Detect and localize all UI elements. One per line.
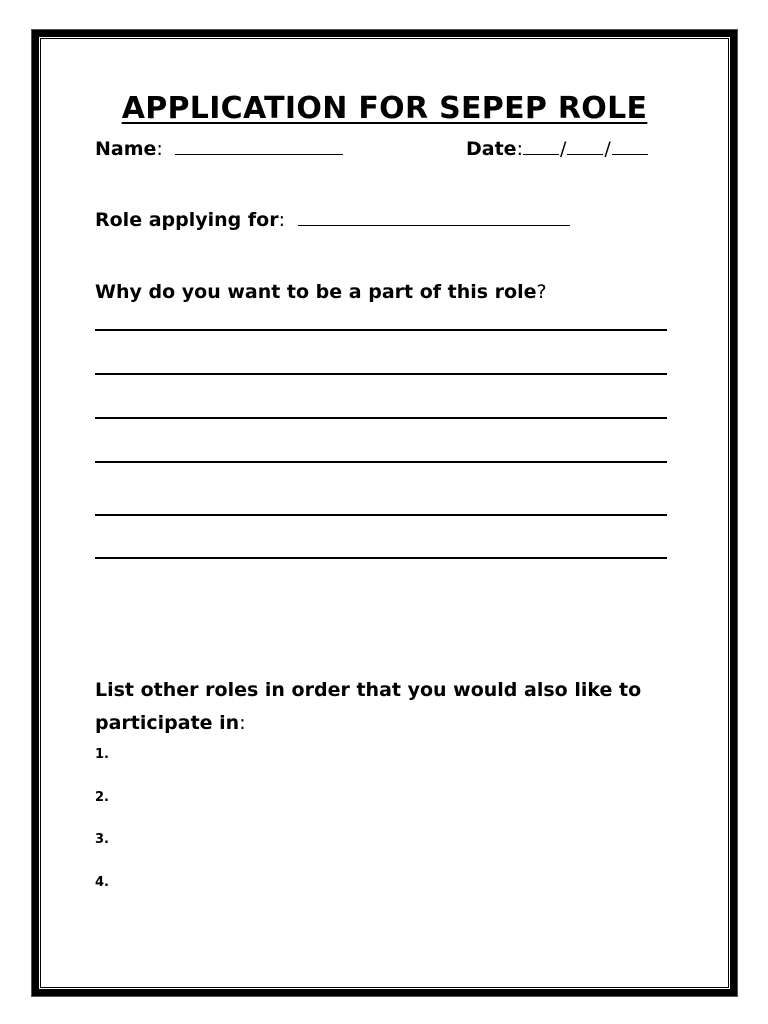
name-label: Name [95, 138, 157, 160]
role-row [95, 209, 570, 231]
date-month-field[interactable] [567, 140, 603, 155]
list-item-number: 4. [95, 875, 109, 890]
role-label: Role applying for [95, 209, 279, 231]
date-separator: / [559, 138, 567, 160]
date-day-field[interactable] [523, 140, 559, 155]
why-question-text: Why do you want to be a part of this role [95, 281, 537, 303]
role-field[interactable] [298, 211, 570, 226]
answer-line[interactable] [95, 373, 667, 375]
form-title: APPLICATION FOR SEPEP ROLE [121, 91, 648, 126]
date-row [466, 138, 648, 160]
list-question-colon: : [239, 712, 246, 734]
list-item-number: 1. [95, 747, 109, 762]
answer-line[interactable] [95, 417, 667, 419]
list-question [95, 674, 675, 740]
date-label: Date [466, 138, 517, 160]
name-colon: : [156, 138, 163, 160]
list-question-text: List other roles in order that you would also like to participate in [95, 679, 642, 734]
answer-line[interactable] [95, 557, 667, 559]
date-year-field[interactable] [612, 140, 648, 155]
answer-line[interactable] [95, 461, 667, 463]
answer-line[interactable] [95, 329, 667, 331]
name-row [95, 138, 343, 160]
answer-line[interactable] [95, 514, 667, 516]
date-colon: : [516, 138, 523, 160]
role-colon: : [278, 209, 285, 231]
why-question-mark: ? [536, 281, 547, 303]
date-separator: / [604, 138, 611, 160]
name-field[interactable] [175, 140, 343, 155]
page-border [32, 30, 737, 996]
list-item-number: 2. [95, 790, 109, 805]
list-item-number: 3. [95, 832, 109, 847]
why-question [95, 281, 547, 303]
